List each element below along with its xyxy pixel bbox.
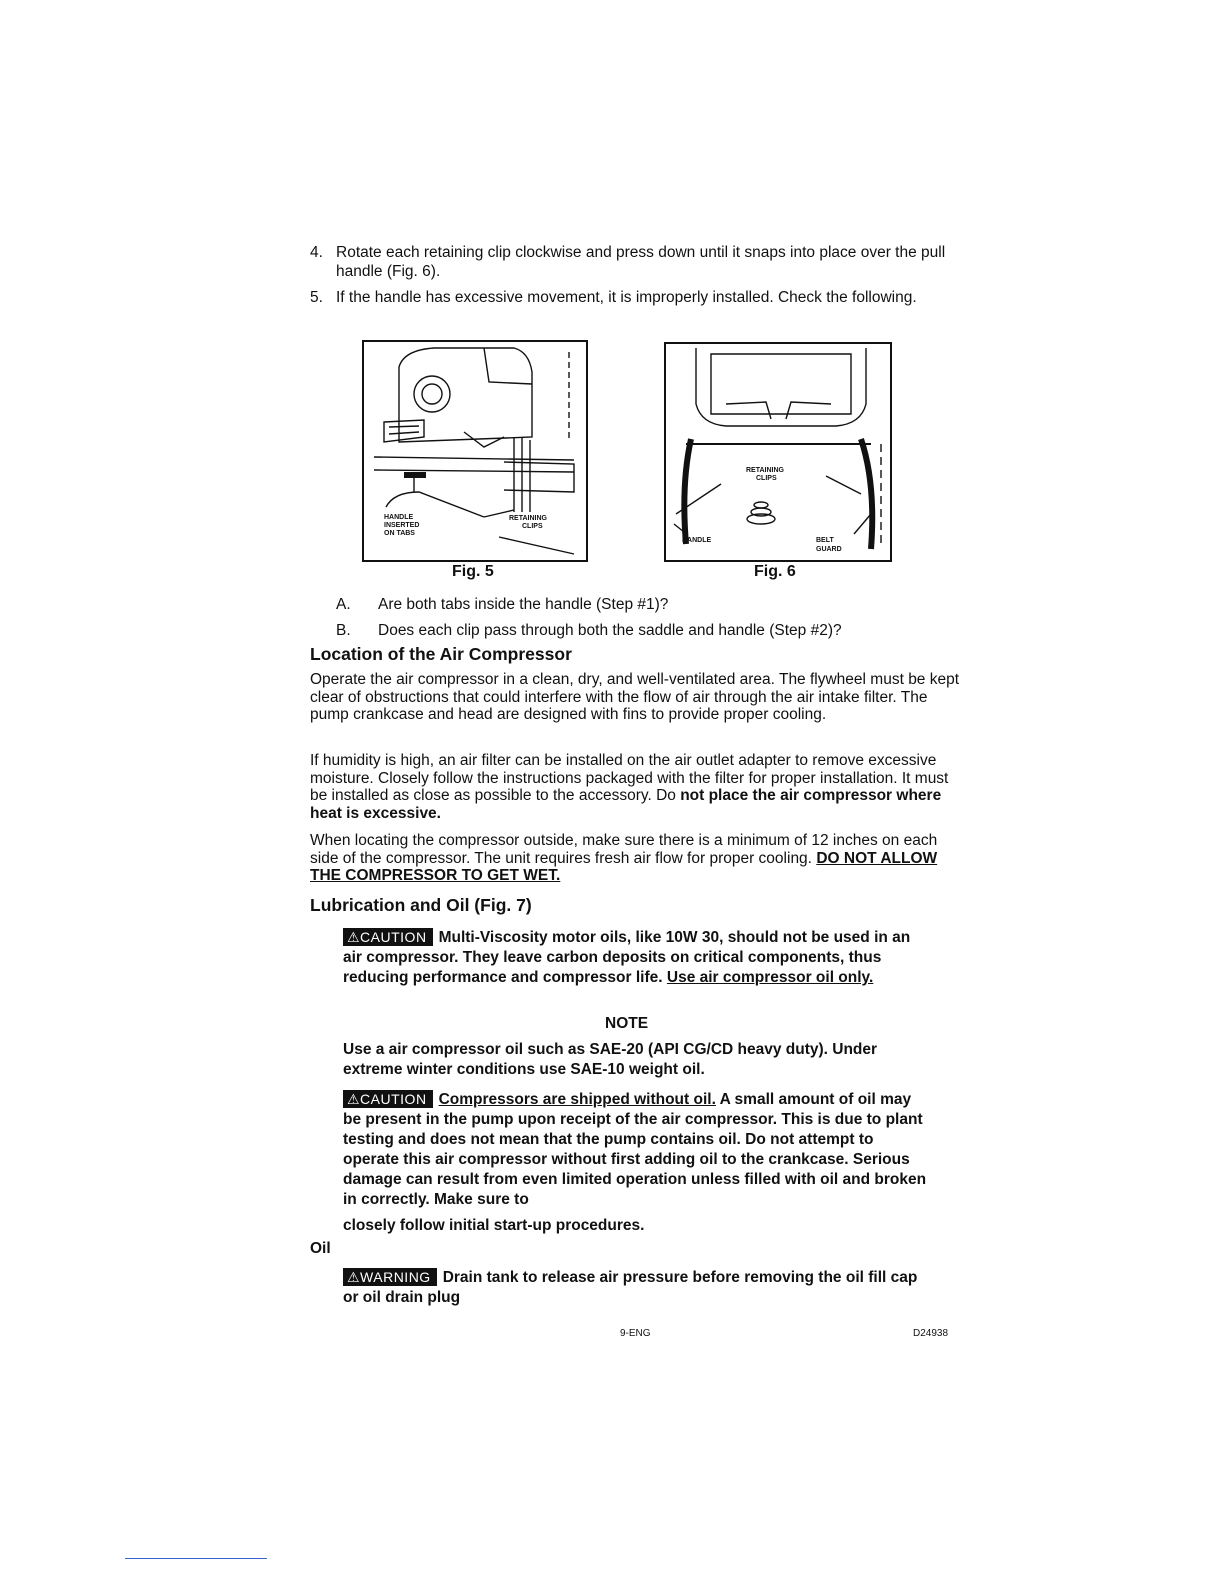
location-warning-underline: DO NOT ALLOW THE COMPRESSOR TO GET WET. [310, 849, 938, 884]
fig5-clips-label-2: CLIPS [522, 523, 543, 530]
fig5-clips-label-1: RETAINING [509, 515, 547, 522]
location-paragraph-2-bold: not place the air compressor where heat is excessive. [310, 787, 942, 822]
fig5-handle-label-3: ON TABS [384, 530, 415, 537]
fig6-handle-label: HANDLE [682, 537, 712, 544]
caution-block-2 [343, 1090, 933, 1210]
step-4 [310, 243, 950, 281]
figure-6-illustration [666, 344, 890, 560]
fig6-clips-label-1: RETAINING [746, 467, 784, 474]
question-label: B. [336, 622, 351, 639]
fig5-handle-label-1: HANDLE [384, 514, 414, 521]
lubrication-heading: Lubrication and Oil (Fig. 7) [310, 895, 532, 915]
step-text: Rotate each retaining clip clockwise and press down until it snaps into place over the pull handle (Fig. 6). [336, 244, 946, 280]
step-5 [310, 288, 950, 307]
fig6-clips-label-2: CLIPS [756, 475, 777, 482]
caution-badge: ⚠CAUTION [343, 1090, 433, 1108]
step-number: 5. [310, 289, 323, 306]
bottom-rule [125, 1558, 267, 1559]
document-code: D24938 [913, 1328, 949, 1339]
fig6-guard-label-2: GUARD [816, 546, 842, 553]
location-paragraph-3-text: When locating the compressor outside, make sure there is a minimum of 12 inches on each side of the compressor. The unit requires fresh air flow for proper cooling. [310, 832, 938, 867]
figure-5 [362, 340, 588, 562]
oil-heading: Oil [310, 1240, 331, 1257]
note-heading: NOTE [605, 1015, 649, 1032]
warning-block [343, 1268, 933, 1308]
caution-2-underline: Compressors are shipped without oil. [438, 1091, 716, 1108]
caution-badge: ⚠CAUTION [343, 928, 433, 946]
fig6-guard-label-1: BELT [816, 537, 834, 544]
location-paragraph-2 [310, 752, 960, 822]
figure-5-caption: Fig. 5 [452, 563, 494, 580]
warning-text: Drain tank to release air pressure before removing the oil fill cap or oil drain plug [343, 1269, 918, 1306]
question-text: Are both tabs inside the handle (Step #1)? [378, 596, 669, 613]
caution-1-text: Multi-Viscosity motor oils, like 10W 30, should not be used in an air compressor. They leave carbon deposits on critical components, thus reducing performance and compressor life. [343, 929, 911, 986]
page-number: 9-ENG [620, 1328, 651, 1339]
figure-6-caption: Fig. 6 [754, 563, 796, 580]
location-paragraph-3 [310, 832, 960, 885]
warning-badge: ⚠WARNING [343, 1268, 437, 1286]
note-text: Use a air compressor oil such as SAE-20 (API CG/CD heavy duty). Under extreme winter conditions use SAE-10 weight oil. [343, 1041, 878, 1078]
figure-6 [664, 342, 892, 562]
step-number: 4. [310, 244, 323, 261]
location-paragraph-1: Operate the air compressor in a clean, dry, and well-ventilated area. The flywheel must be kept clear of obstructions that could interfere with the flow of air through the air intake filter. The pump crankcase and head are designed with fins to provide proper cooling. [310, 671, 960, 723]
figure-5-illustration [364, 342, 586, 560]
caution-2-text: A small amount of oil may be present in the pump upon receipt of the air compressor. This is due to plant testing and does not mean that the pump contains oil. Do not attempt to operate this air compressor without first adding oil to the crankcase. Serious damage can result from even limited operation unless filled with oil and broken in correctly. Make sure to [343, 1091, 927, 1208]
step-text: If the handle has excessive movement, it is improperly installed. Check the following. [336, 289, 917, 306]
caution-block-1 [343, 928, 933, 988]
location-paragraph-2-text: If humidity is high, an air filter can be installed on the air outlet adapter to remove excessive moisture. Closely follow the instructions packaged with the filter for proper installation. It must be installed as close as possible to the accessory. Do [310, 752, 949, 804]
question-label: A. [336, 596, 351, 613]
caution-1-underline: Use air compressor oil only. [666, 969, 874, 986]
caution-2-last-line: closely follow initial start-up procedures. [343, 1217, 645, 1234]
fig5-handle-label-2: INSERTED [384, 522, 420, 529]
question-text: Does each clip pass through both the saddle and handle (Step #2)? [378, 622, 842, 639]
location-heading: Location of the Air Compressor [310, 644, 572, 664]
